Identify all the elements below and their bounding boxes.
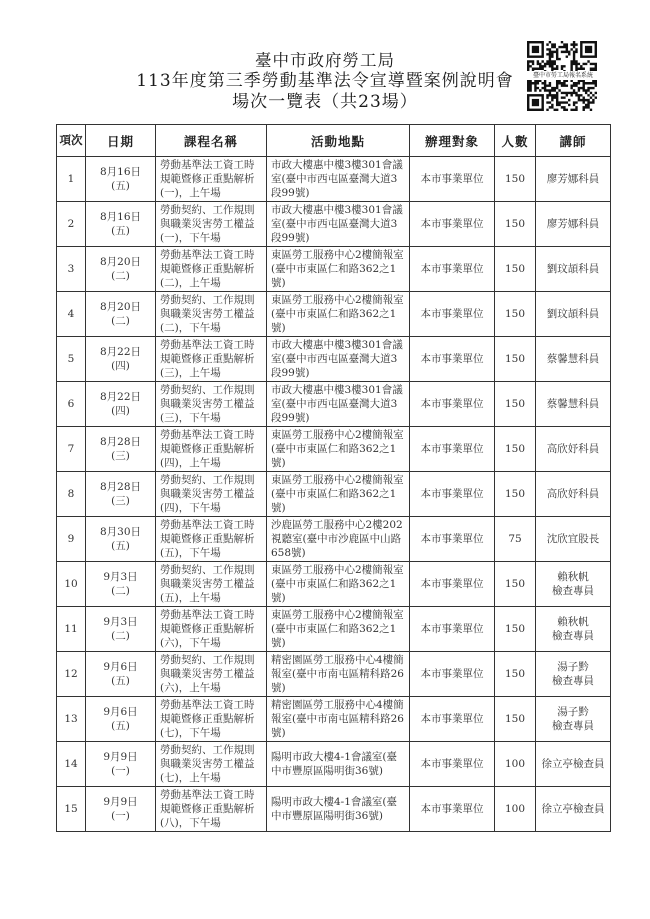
attendee-count: 150 [495, 247, 536, 292]
attendee-count: 150 [495, 382, 536, 427]
qr-caption: 臺中市勞工局報名系統 [527, 71, 599, 80]
lecturer-line: 廖芳娜科員 [546, 173, 600, 185]
course-name: 勞動基準法工資工時規範暨修正重點解析(五)，下午場 [156, 517, 267, 562]
lecturer-line: 檢查專員 [552, 630, 594, 642]
document-title: 113年度第三季勞動基準法令宣導暨案例說明會 [136, 71, 514, 91]
course-name: 勞動基準法工資工時規範暨修正重點解析(四)，上午場 [156, 427, 267, 472]
attendee-count: 150 [495, 697, 536, 742]
attendee-count: 150 [495, 427, 536, 472]
session-location: 東區勞工服務中心2樓簡報室(臺中市東區仁和路362之1號) [267, 472, 410, 517]
document-subtitle: 場次一覽表（共23場） [232, 92, 418, 112]
session-date [86, 292, 156, 337]
lecturer [536, 247, 611, 292]
attendee-count: 150 [495, 472, 536, 517]
date-text: 8月30日 [99, 526, 142, 538]
header-lecturer: 講師 [536, 125, 611, 157]
date-text: 9月9日 [103, 751, 138, 763]
target-audience: 本市事業單位 [410, 157, 495, 202]
lecturer [536, 157, 611, 202]
lecturer-line: 徐立亭檢查員 [541, 758, 605, 770]
lecturer-line: 檢查專員 [552, 675, 594, 687]
weekday-text: (四) [111, 405, 130, 417]
document-header [60, 50, 590, 113]
table-row [57, 337, 611, 382]
lecturer [536, 517, 611, 562]
session-schedule-table [56, 124, 611, 832]
lecturer [536, 202, 611, 247]
target-audience: 本市事業單位 [410, 652, 495, 697]
row-number: 9 [57, 517, 86, 562]
row-number: 5 [57, 337, 86, 382]
table-row [57, 292, 611, 337]
course-name: 勞動契約、工作規則與職業災害勞工權益(七)，上午場 [156, 742, 267, 787]
lecturer-line: 劉玟頡科員 [546, 308, 600, 320]
session-date [86, 337, 156, 382]
date-text: 9月6日 [103, 706, 138, 718]
attendee-count: 150 [495, 562, 536, 607]
weekday-text: (五) [111, 720, 130, 732]
session-location: 東區勞工服務中心2樓簡報室(臺中市東區仁和路362之1號) [267, 247, 410, 292]
lecturer [536, 787, 611, 832]
attendee-count: 150 [495, 337, 536, 382]
date-text: 8月16日 [99, 211, 142, 223]
session-location: 沙鹿區勞工服務中心2樓202視聽室(臺中市沙鹿區中山路658號) [267, 517, 410, 562]
row-number: 3 [57, 247, 86, 292]
table-row [57, 517, 611, 562]
weekday-text: (五) [111, 225, 130, 237]
lecturer-line: 徐立亭檢查員 [541, 803, 605, 815]
target-audience: 本市事業單位 [410, 337, 495, 382]
session-location: 市政大樓惠中樓3樓301會議室(臺中市西屯區臺灣大道3段99號) [267, 337, 410, 382]
course-name: 勞動基準法工資工時規範暨修正重點解析(三)，上午場 [156, 337, 267, 382]
row-number: 1 [57, 157, 86, 202]
lecturer [536, 337, 611, 382]
header-course: 課程名稱 [156, 125, 267, 157]
table-row [57, 472, 611, 517]
target-audience: 本市事業單位 [410, 742, 495, 787]
session-location: 陽明市政大樓4-1會議室(臺中市豐原區陽明街36號) [267, 742, 410, 787]
weekday-text: (一) [111, 765, 130, 777]
date-text: 8月28日 [99, 481, 142, 493]
session-location: 市政大樓惠中樓3樓301會議室(臺中市西屯區臺灣大道3段99號) [267, 382, 410, 427]
lecturer [536, 742, 611, 787]
attendee-count: 150 [495, 202, 536, 247]
target-audience: 本市事業單位 [410, 787, 495, 832]
table-row [57, 427, 611, 472]
weekday-text: (二) [111, 315, 130, 327]
header-location: 活動地點 [267, 125, 410, 157]
date-text: 8月28日 [99, 436, 142, 448]
attendee-count: 150 [495, 607, 536, 652]
weekday-text: (二) [111, 585, 130, 597]
session-location: 東區勞工服務中心2樓簡報室(臺中市東區仁和路362之1號) [267, 427, 410, 472]
target-audience: 本市事業單位 [410, 697, 495, 742]
header-no: 項次 [57, 125, 86, 157]
lecturer [536, 652, 611, 697]
session-location: 精密園區勞工服務中心4樓簡報室(臺中市南屯區精科路26號) [267, 652, 410, 697]
attendee-count: 75 [495, 517, 536, 562]
row-number: 8 [57, 472, 86, 517]
attendee-count: 150 [495, 292, 536, 337]
session-location: 東區勞工服務中心2樓簡報室(臺中市東區仁和路362之1號) [267, 607, 410, 652]
row-number: 6 [57, 382, 86, 427]
attendee-count: 150 [495, 157, 536, 202]
weekday-text: (二) [111, 630, 130, 642]
weekday-text: (五) [111, 540, 130, 552]
course-name: 勞動基準法工資工時規範暨修正重點解析(六)，下午場 [156, 607, 267, 652]
lecturer-line: 檢查專員 [552, 585, 594, 597]
target-audience: 本市事業單位 [410, 472, 495, 517]
session-date [86, 652, 156, 697]
weekday-text: (二) [111, 270, 130, 282]
row-number: 7 [57, 427, 86, 472]
weekday-text: (三) [111, 450, 130, 462]
course-name: 勞動契約、工作規則與職業災害勞工權益(五)，上午場 [156, 562, 267, 607]
row-number: 2 [57, 202, 86, 247]
session-date [86, 787, 156, 832]
course-name: 勞動基準法工資工時規範暨修正重點解析(八)，下午場 [156, 787, 267, 832]
table-row [57, 742, 611, 787]
header-date: 日期 [86, 125, 156, 157]
session-date [86, 517, 156, 562]
session-location: 東區勞工服務中心2樓簡報室(臺中市東區仁和路362之1號) [267, 562, 410, 607]
target-audience: 本市事業單位 [410, 517, 495, 562]
session-date [86, 382, 156, 427]
target-audience: 本市事業單位 [410, 202, 495, 247]
target-audience: 本市事業單位 [410, 247, 495, 292]
session-date [86, 607, 156, 652]
qr-code-icon[interactable] [527, 41, 599, 111]
session-location: 陽明市政大樓4-1會議室(臺中市豐原區陽明街36號) [267, 787, 410, 832]
weekday-text: (五) [111, 180, 130, 192]
session-location: 市政大樓惠中樓3樓301會議室(臺中市西屯區臺灣大道3段99號) [267, 157, 410, 202]
date-text: 9月3日 [103, 571, 138, 583]
lecturer-line: 高欣妤科員 [546, 488, 600, 500]
course-name: 勞動契約、工作規則與職業災害勞工權益(二)，下午場 [156, 292, 267, 337]
session-location: 市政大樓惠中樓3樓301會議室(臺中市西屯區臺灣大道3段99號) [267, 202, 410, 247]
table-row [57, 562, 611, 607]
course-name: 勞動基準法工資工時規範暨修正重點解析(七)，下午場 [156, 697, 267, 742]
target-audience: 本市事業單位 [410, 382, 495, 427]
weekday-text: (一) [111, 810, 130, 822]
date-text: 9月3日 [103, 616, 138, 628]
table-header-row [57, 125, 611, 157]
lecturer-line: 蔡馨慧科員 [546, 353, 600, 365]
lecturer-line: 檢查專員 [552, 720, 594, 732]
row-number: 11 [57, 607, 86, 652]
row-number: 14 [57, 742, 86, 787]
lecturer-line: 湯子黔 [557, 706, 589, 718]
weekday-text: (三) [111, 495, 130, 507]
session-date [86, 562, 156, 607]
date-text: 8月20日 [99, 256, 142, 268]
lecturer-line: 賴秋帆 [557, 571, 589, 583]
session-date [86, 697, 156, 742]
row-number: 13 [57, 697, 86, 742]
course-name: 勞動契約、工作規則與職業災害勞工權益(一)，下午場 [156, 202, 267, 247]
date-text: 9月6日 [103, 661, 138, 673]
organization-name: 臺中市政府勞工局 [255, 51, 395, 70]
table-row [57, 652, 611, 697]
lecturer-line: 廖芳娜科員 [546, 218, 600, 230]
weekday-text: (五) [111, 675, 130, 687]
header-count: 人數 [495, 125, 536, 157]
lecturer [536, 472, 611, 517]
table-row [57, 697, 611, 742]
lecturer-line: 劉玟頡科員 [546, 263, 600, 275]
session-location: 東區勞工服務中心2樓簡報室(臺中市東區仁和路362之1號) [267, 292, 410, 337]
table-row [57, 157, 611, 202]
course-name: 勞動契約、工作規則與職業災害勞工權益(四)，下午場 [156, 472, 267, 517]
lecturer-line: 高欣妤科員 [546, 443, 600, 455]
lecturer-line: 湯子黔 [557, 661, 589, 673]
session-date [86, 247, 156, 292]
lecturer [536, 562, 611, 607]
session-date [86, 427, 156, 472]
date-text: 8月16日 [99, 166, 142, 178]
attendee-count: 100 [495, 787, 536, 832]
course-name: 勞動契約、工作規則與職業災害勞工權益(六)，上午場 [156, 652, 267, 697]
row-number: 15 [57, 787, 86, 832]
course-name: 勞動基準法工資工時規範暨修正重點解析(一)，上午場 [156, 157, 267, 202]
lecturer [536, 607, 611, 652]
date-text: 8月22日 [99, 346, 142, 358]
weekday-text: (四) [111, 360, 130, 372]
lecturer [536, 427, 611, 472]
lecturer-line: 蔡馨慧科員 [546, 398, 600, 410]
session-date [86, 472, 156, 517]
session-location: 精密園區勞工服務中心4樓簡報室(臺中市南屯區精科路26號) [267, 697, 410, 742]
lecturer-line: 沈欣宜股長 [546, 533, 600, 545]
date-text: 9月9日 [103, 796, 138, 808]
session-date [86, 202, 156, 247]
attendee-count: 100 [495, 742, 536, 787]
session-date [86, 742, 156, 787]
lecturer [536, 292, 611, 337]
lecturer [536, 697, 611, 742]
target-audience: 本市事業單位 [410, 607, 495, 652]
row-number: 4 [57, 292, 86, 337]
target-audience: 本市事業單位 [410, 292, 495, 337]
course-name: 勞動契約、工作規則與職業災害勞工權益(三)，下午場 [156, 382, 267, 427]
table-row [57, 247, 611, 292]
header-target: 辦理對象 [410, 125, 495, 157]
session-date [86, 157, 156, 202]
table-row [57, 607, 611, 652]
lecturer-line: 賴秋帆 [557, 616, 589, 628]
table-row [57, 382, 611, 427]
target-audience: 本市事業單位 [410, 562, 495, 607]
lecturer [536, 382, 611, 427]
attendee-count: 150 [495, 652, 536, 697]
course-name: 勞動基準法工資工時規範暨修正重點解析(二)，上午場 [156, 247, 267, 292]
table-row [57, 202, 611, 247]
date-text: 8月22日 [99, 391, 142, 403]
row-number: 12 [57, 652, 86, 697]
table-row [57, 787, 611, 832]
target-audience: 本市事業單位 [410, 427, 495, 472]
row-number: 10 [57, 562, 86, 607]
date-text: 8月20日 [99, 301, 142, 313]
